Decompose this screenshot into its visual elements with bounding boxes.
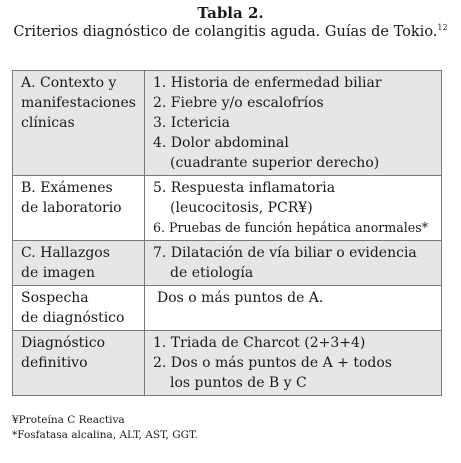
table-row-a — [13, 71, 442, 176]
criterion-item: Dos o más puntos de A. — [157, 290, 324, 306]
category-label: Diagnóstico — [21, 335, 106, 351]
criterion-item: 6. Pruebas de función hepática anormales* — [153, 220, 428, 235]
criteria-cell — [145, 286, 442, 331]
category-label: A. Contexto y — [21, 75, 117, 91]
table-title: Tabla 2. — [197, 4, 264, 22]
category-cell — [13, 241, 145, 286]
criterion-item — [153, 178, 441, 218]
category-label: de imagen — [21, 265, 96, 281]
criterion-text: 4. Dolor abdominal — [153, 135, 289, 151]
category-label: definitivo — [21, 355, 88, 371]
criterion-continuation: (leucocitosis, PCR¥) — [170, 200, 313, 216]
criterion-item — [153, 353, 441, 393]
criterion-continuation: los puntos de B y C — [170, 375, 307, 391]
table-row-b — [13, 176, 442, 241]
category-label: B. Exámenes — [21, 180, 113, 196]
criterion-item: 2. Fiebre y/o escalofríos — [153, 95, 324, 111]
category-cell — [13, 176, 145, 241]
criterion-text: 7. Dilatación de vía biliar o evidencia — [153, 245, 417, 261]
criteria-cell — [145, 241, 442, 286]
criteria-cell — [145, 331, 442, 396]
category-label: de laboratorio — [21, 200, 122, 216]
criteria-table — [12, 70, 442, 396]
table-row-suspected — [13, 286, 442, 331]
criteria-cell — [145, 71, 442, 176]
footnotes — [12, 413, 198, 443]
category-label: manifestaciones — [21, 95, 136, 111]
category-cell — [13, 71, 145, 176]
category-cell — [13, 331, 145, 396]
category-label: de diagnóstico — [21, 310, 125, 326]
criterion-text: 2. Dos o más puntos de A + todos — [153, 355, 392, 371]
category-label: C. Hallazgos — [21, 245, 110, 261]
criterion-continuation: de etiología — [170, 265, 254, 281]
criterion-text: 5. Respuesta inflamatoria — [153, 180, 336, 196]
table-row-c — [13, 241, 442, 286]
category-label: Sospecha — [21, 290, 89, 306]
criterion-item — [153, 133, 441, 173]
subtitle-text: Criterios diagnóstico de colangitis aguda. Guías de Tokio. — [13, 24, 438, 40]
subtitle-reference: 12 — [437, 23, 448, 32]
category-cell — [13, 286, 145, 331]
criterion-item — [153, 243, 441, 283]
table-row-definitive — [13, 331, 442, 396]
criterion-continuation: (cuadrante superior derecho) — [170, 155, 380, 171]
criterion-item: 3. Ictericia — [153, 115, 230, 131]
table-subtitle — [0, 23, 461, 41]
criterion-item: 1. Historia de enfermedad biliar — [153, 75, 382, 91]
criteria-cell — [145, 176, 442, 241]
footnote: ¥Proteína C Reactiva — [12, 414, 125, 426]
footnote: *Fosfatasa alcalina, ALT, AST, GGT. — [12, 429, 198, 441]
category-label: clínicas — [21, 115, 75, 131]
criterion-item: 1. Triada de Charcot (2+3+4) — [153, 335, 366, 351]
